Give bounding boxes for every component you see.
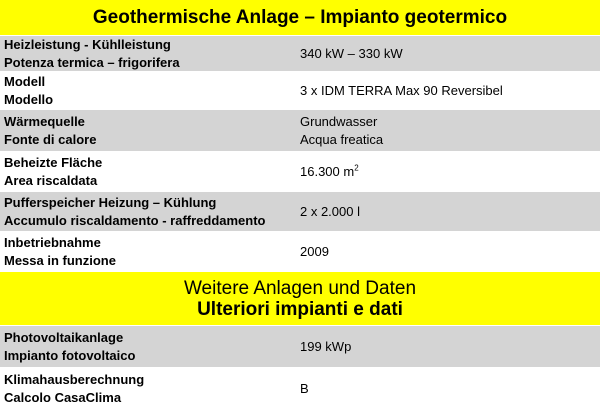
label-de: Pufferspeicher Heizung – Kühlung: [4, 194, 217, 210]
label-it: Calcolo CasaClima: [4, 390, 122, 405]
label-it: Messa in funzione: [4, 252, 116, 268]
value-text: 340 kW – 330 kW: [300, 45, 403, 61]
section2-title-de: Weitere Anlagen und Daten: [183, 277, 417, 299]
table-row: [0, 232, 600, 272]
section2-title-it: Ulteriori impianti e dati: [197, 298, 403, 320]
section1-title: Geothermische Anlage – Impianto geotermico: [92, 6, 508, 28]
label-de: Beheizte Fläche: [4, 154, 103, 170]
row-label: [0, 72, 298, 109]
value-number: 16.300 m: [300, 163, 355, 179]
value-de: Grundwasser: [300, 113, 378, 129]
table-row: [0, 110, 600, 152]
value-text: 2009: [300, 243, 329, 259]
label-it: Accumulo riscaldamento - raffreddamento: [4, 212, 266, 228]
row-label: [0, 110, 298, 151]
row-value: [298, 192, 600, 231]
row-label: [0, 152, 298, 191]
row-label: [0, 368, 298, 410]
row-value: [298, 152, 600, 191]
label-it: Impianto fotovoltaico: [4, 347, 136, 363]
value-text: 3 x IDM TERRA Max 90 Reversibel: [300, 82, 503, 98]
table-row: [0, 36, 600, 72]
section1-header: [0, 0, 600, 36]
value-text: 199 kWp: [300, 338, 352, 354]
table-row: [0, 368, 600, 410]
label-it: Area riscaldata: [4, 172, 98, 188]
label-de: Wärmequelle: [4, 113, 85, 129]
row-value: [298, 368, 600, 410]
label-it: Modello: [4, 91, 54, 107]
label-de: Inbetriebnahme: [4, 234, 101, 250]
section2-header: [0, 272, 600, 326]
row-value: [298, 36, 600, 71]
value-it: Acqua freatica: [300, 131, 384, 147]
row-value: [298, 326, 600, 367]
label-de: Klimahausberechnung: [4, 372, 145, 387]
table-row: [0, 152, 600, 192]
row-value: [298, 110, 600, 151]
label-de: Modell: [4, 73, 46, 89]
row-label: [0, 232, 298, 271]
row-label: [0, 192, 298, 231]
row-label: [0, 36, 298, 71]
row-value: [298, 72, 600, 109]
row-label: [0, 326, 298, 367]
value-text: 2 x 2.000 l: [300, 203, 360, 219]
table-row: [0, 72, 600, 110]
value-superscript: 2: [354, 163, 359, 173]
row-value: [298, 232, 600, 271]
label-de: Photovoltaikanlage: [4, 329, 124, 345]
value-text: B: [300, 381, 309, 396]
value-text: [300, 163, 600, 181]
label-de: Heizleistung - Kühlleistung: [4, 36, 171, 52]
label-it: Potenza termica – frigorifera: [4, 54, 180, 70]
label-it: Fonte di calore: [4, 131, 97, 147]
table-row: [0, 192, 600, 232]
table-row: [0, 326, 600, 368]
